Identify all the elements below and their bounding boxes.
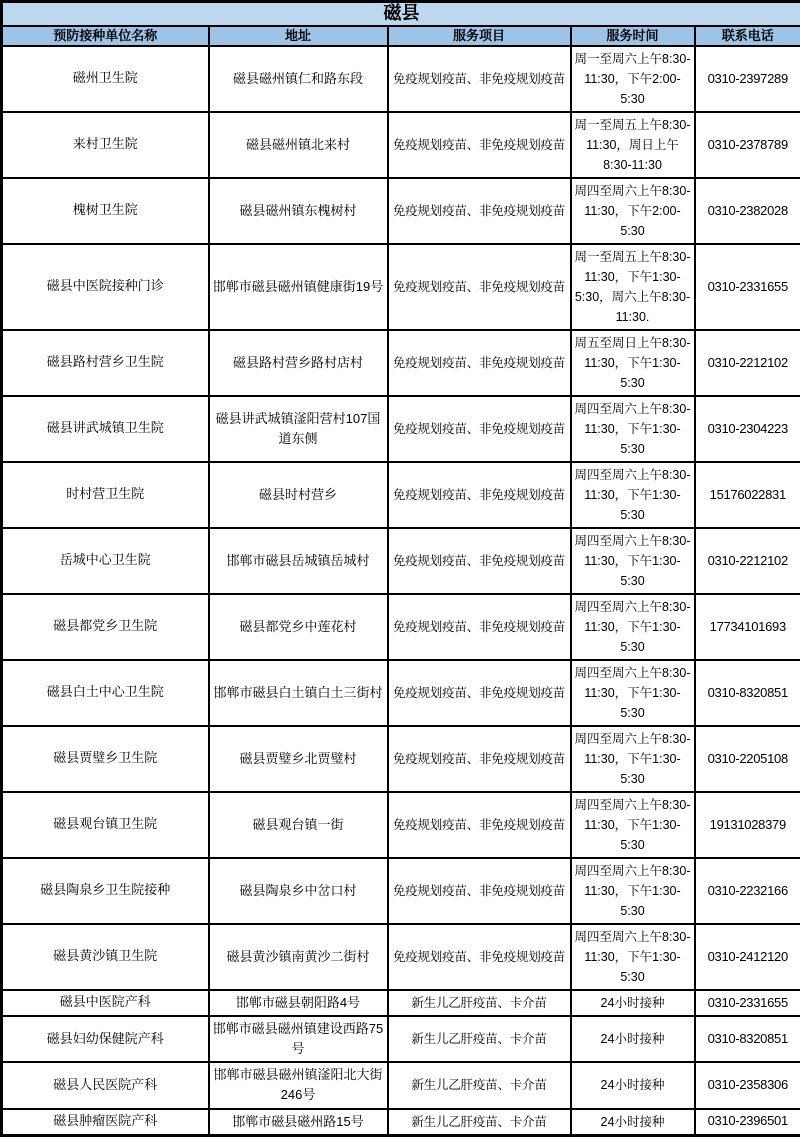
cell-service: 新生儿乙肝疫苗、卡介苗 [388, 1062, 571, 1108]
cell-service: 新生儿乙肝疫苗、卡介苗 [388, 990, 571, 1016]
table-row [2, 528, 800, 594]
cell-phone: 0310-8320851 [695, 1016, 800, 1062]
table-row [2, 660, 800, 726]
cell-time: 24小时接种 [571, 1109, 695, 1136]
cell-time: 周一至周五上午8:30-11:30，周日上午8:30-11:30 [571, 112, 695, 178]
cell-phone: 19131028379 [695, 792, 800, 858]
cell-phone: 0310-2212102 [695, 528, 800, 594]
cell-address: 邯郸市磁县白土镇白土三街村 [209, 660, 388, 726]
cell-service: 免疫规划疫苗、非免疫规划疫苗 [388, 726, 571, 792]
cell-address: 磁县磁州镇仁和路东段 [209, 46, 388, 112]
cell-name: 磁县观台镇卫生院 [2, 792, 209, 858]
cell-address: 邯郸市磁县磁州路15号 [209, 1109, 388, 1136]
page-title: 磁县 [2, 2, 800, 26]
table-row [2, 792, 800, 858]
table-row [2, 330, 800, 396]
cell-address: 磁县贾璧乡北贾璧村 [209, 726, 388, 792]
table-row [2, 858, 800, 924]
cell-service: 免疫规划疫苗、非免疫规划疫苗 [388, 462, 571, 528]
cell-time: 周四至周六上午8:30-11:30，下午1:30-5:30 [571, 462, 695, 528]
table-row [2, 462, 800, 528]
cell-service: 免疫规划疫苗、非免疫规划疫苗 [388, 178, 571, 244]
cell-name: 磁县中医院接种门诊 [2, 244, 209, 330]
cell-phone: 17734101693 [695, 594, 800, 660]
cell-service: 免疫规划疫苗、非免疫规划疫苗 [388, 594, 571, 660]
cell-phone: 0310-2382028 [695, 178, 800, 244]
table-row [2, 594, 800, 660]
table-row [2, 46, 800, 112]
table-row [2, 924, 800, 990]
cell-phone: 0310-2396501 [695, 1109, 800, 1136]
cell-time: 周四至周六上午8:30-11:30，下午1:30-5:30 [571, 660, 695, 726]
cell-name: 岳城中心卫生院 [2, 528, 209, 594]
cell-name: 磁县讲武城镇卫生院 [2, 396, 209, 462]
cell-time: 周四至周六上午8:30-11:30，下午1:30-5:30 [571, 924, 695, 990]
cell-time: 周四至周六上午8:30-11:30，下午1:30-5:30 [571, 594, 695, 660]
table-row [2, 726, 800, 792]
cell-address: 磁县路村营乡路村店村 [209, 330, 388, 396]
column-header: 地址 [209, 26, 388, 46]
cell-phone: 0310-2304223 [695, 396, 800, 462]
cell-time: 周一至周六上午8:30-11:30，下午2:00-5:30 [571, 46, 695, 112]
cell-service: 免疫规划疫苗、非免疫规划疫苗 [388, 858, 571, 924]
table-row [2, 396, 800, 462]
cell-time: 24小时接种 [571, 1016, 695, 1062]
cell-phone: 0310-2331655 [695, 990, 800, 1016]
cell-time: 周四至周六上午8:30-11:30，下午1:30-5:30 [571, 858, 695, 924]
cell-name: 磁县白土中心卫生院 [2, 660, 209, 726]
table-row [2, 112, 800, 178]
table-title-row [2, 2, 800, 26]
cell-name: 来村卫生院 [2, 112, 209, 178]
cell-address: 邯郸市磁县磁州镇建设西路75号 [209, 1016, 388, 1062]
cell-address: 磁县陶泉乡中岔口村 [209, 858, 388, 924]
cell-phone: 0310-2358306 [695, 1062, 800, 1108]
cell-name: 磁县都党乡卫生院 [2, 594, 209, 660]
cell-name: 磁县陶泉乡卫生院接种 [2, 858, 209, 924]
cell-time: 周五至周日上午8:30-11:30，下午1:30-5:30 [571, 330, 695, 396]
cell-service: 新生儿乙肝疫苗、卡介苗 [388, 1016, 571, 1062]
table-row [2, 178, 800, 244]
cell-service: 新生儿乙肝疫苗、卡介苗 [388, 1109, 571, 1136]
cell-phone: 15176022831 [695, 462, 800, 528]
cell-phone: 0310-2378789 [695, 112, 800, 178]
cell-service: 免疫规划疫苗、非免疫规划疫苗 [388, 46, 571, 112]
cell-address: 磁县磁州镇北来村 [209, 112, 388, 178]
cell-name: 磁县贾璧乡卫生院 [2, 726, 209, 792]
table-row [2, 1109, 800, 1136]
table-header-row [2, 26, 800, 46]
cell-address: 磁县时村营乡 [209, 462, 388, 528]
cell-address: 磁县观台镇一街 [209, 792, 388, 858]
cell-service: 免疫规划疫苗、非免疫规划疫苗 [388, 330, 571, 396]
cell-service: 免疫规划疫苗、非免疫规划疫苗 [388, 244, 571, 330]
cell-time: 周四至周六上午8:30-11:30，下午1:30-5:30 [571, 396, 695, 462]
cell-time: 24小时接种 [571, 990, 695, 1016]
table-row [2, 244, 800, 330]
table-row [2, 1062, 800, 1108]
cell-address: 邯郸市磁县磁州镇健康街19号 [209, 244, 388, 330]
cell-address: 磁县都党乡中莲花村 [209, 594, 388, 660]
cell-name: 槐树卫生院 [2, 178, 209, 244]
cell-address: 磁县讲武城镇滏阳营村107国道东侧 [209, 396, 388, 462]
cell-address: 磁县黄沙镇南黄沙二街村 [209, 924, 388, 990]
column-header: 服务时间 [571, 26, 695, 46]
cell-time: 周四至周六上午8:30-11:30，下午1:30-5:30 [571, 528, 695, 594]
cell-name: 磁县妇幼保健院产科 [2, 1016, 209, 1062]
cell-name: 磁县人民医院产科 [2, 1062, 209, 1108]
cell-phone: 0310-2412120 [695, 924, 800, 990]
cell-service: 免疫规划疫苗、非免疫规划疫苗 [388, 924, 571, 990]
column-header: 预防接种单位名称 [2, 26, 209, 46]
cell-service: 免疫规划疫苗、非免疫规划疫苗 [388, 396, 571, 462]
cell-address: 磁县磁州镇东槐树村 [209, 178, 388, 244]
cell-time: 周四至周六上午8:30-11:30，下午1:30-5:30 [571, 726, 695, 792]
cell-name: 磁州卫生院 [2, 46, 209, 112]
cell-name: 磁县中医院产科 [2, 990, 209, 1016]
cell-phone: 0310-2212102 [695, 330, 800, 396]
cell-address: 邯郸市磁县磁州镇滏阳北大街246号 [209, 1062, 388, 1108]
cell-service: 免疫规划疫苗、非免疫规划疫苗 [388, 112, 571, 178]
table-row [2, 990, 800, 1016]
table-body [2, 46, 800, 1135]
cell-phone: 0310-2397289 [695, 46, 800, 112]
cell-phone: 0310-2232166 [695, 858, 800, 924]
cell-time: 周四至周六上午8:30-11:30，下午2:00-5:30 [571, 178, 695, 244]
table-row [2, 1016, 800, 1062]
cell-time: 周一至周五上午8:30-11:30，下午1:30-5:30，周六上午8:30-11:30. [571, 244, 695, 330]
cell-service: 免疫规划疫苗、非免疫规划疫苗 [388, 660, 571, 726]
cell-time: 24小时接种 [571, 1062, 695, 1108]
cell-time: 周四至周六上午8:30-11:30，下午1:30-5:30 [571, 792, 695, 858]
cell-service: 免疫规划疫苗、非免疫规划疫苗 [388, 792, 571, 858]
cell-service: 免疫规划疫苗、非免疫规划疫苗 [388, 528, 571, 594]
cell-phone: 0310-8320851 [695, 660, 800, 726]
cell-phone: 0310-2331655 [695, 244, 800, 330]
cell-name: 磁县路村营乡卫生院 [2, 330, 209, 396]
cell-address: 邯郸市磁县朝阳路4号 [209, 990, 388, 1016]
cell-name: 时村营卫生院 [2, 462, 209, 528]
cell-phone: 0310-2205108 [695, 726, 800, 792]
column-header: 联系电话 [695, 26, 800, 46]
cell-name: 磁县黄沙镇卫生院 [2, 924, 209, 990]
cell-address: 邯郸市磁县岳城镇岳城村 [209, 528, 388, 594]
column-header: 服务项目 [388, 26, 571, 46]
cell-name: 磁县肿瘤医院产科 [2, 1109, 209, 1136]
